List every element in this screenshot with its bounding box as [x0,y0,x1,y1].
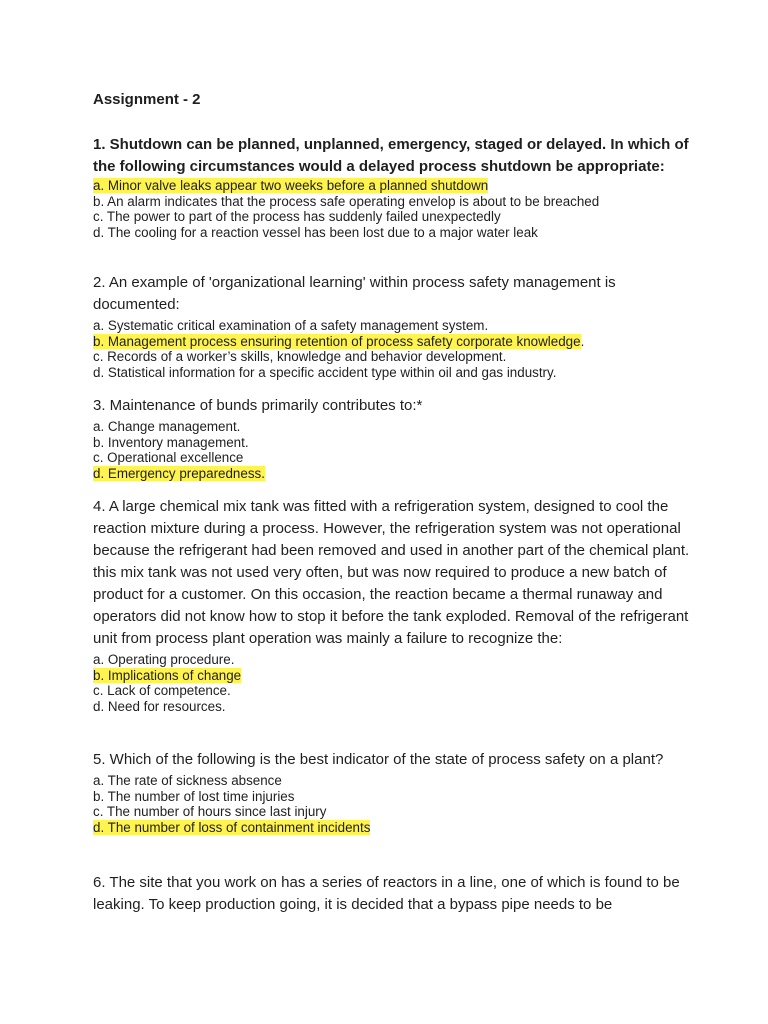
answer-option-d [93,699,693,715]
answer-option-c [93,209,693,225]
answer-option-c [93,804,693,820]
answer-option-a [93,318,693,334]
answer-text: c. Records of a worker’s skills, knowledge and behavior development. [93,349,507,365]
answer-text: b. An alarm indicates that the process safe operating envelop is about to be breached [93,193,600,209]
answer-text: b. Management process ensuring retention of process safety corporate knowledge [93,333,581,349]
answer-option-c [93,450,693,466]
answer-text: a. The rate of sickness absence [93,773,282,788]
question-text: 5. Which of the following is the best indicator of the state of process safety on a plant? [93,751,664,768]
answer-text: a. Systematic critical examination of a safety management system. [93,318,489,333]
answer-option-b [93,194,693,210]
answer-option-b [93,668,693,684]
answer-text: a. Minor valve leaks appear two weeks before a planned shutdown [93,178,489,193]
answer-text: b. The number of lost time injuries [93,788,295,804]
question-text: 4. A large chemical mix tank was fitted with a refrigeration system, designed to cool the reaction mixture during a process. However, the refrigeration system was not operational because the refrigerant had been removed and used in another part of the chemical plant. this mix tank was not used very often, but was now required to produce a new batch of product for a customer. On this occasion, the reaction became a thermal runaway and operators did not know how to stop it before the tank exploded. Removal of the refrigerant unit from process plant operation was mainly a failure to recognize the: [93,498,690,647]
question-4 [93,496,693,715]
answer-text: a. Change management. [93,419,241,434]
answer-text: a. Operating procedure. [93,652,235,667]
question-2 [93,272,693,381]
answer-text: d. Need for resources. [93,699,226,715]
answer-options [93,773,693,836]
answer-option-a [93,773,693,789]
answer-option-b [93,789,693,805]
answer-suffix: . [580,333,585,349]
question-3 [93,395,693,482]
answer-text: c. Operational excellence [93,450,244,466]
question-text: 1. Shutdown can be planned, unplanned, emergency, staged or delayed. In which of the following circumstances would a delayed process shutdown be appropriate: [93,136,689,175]
answer-text: d. The number of loss of containment incidents [93,820,371,836]
answer-text: b. Inventory management. [93,434,249,450]
answer-text: d. Statistical information for a specific accident type within oil and gas industry. [93,365,557,381]
answer-option-c [93,349,693,365]
answer-option-a [93,419,693,435]
answer-options [93,318,693,381]
question-6 [93,872,693,916]
answer-options [93,419,693,482]
question-text: 6. The site that you work on has a series of reactors in a line, one of which is found to be leaking. To keep production going, it is decided that a bypass pipe needs to be [93,874,680,913]
answer-option-a [93,178,693,194]
answer-option-d [93,820,693,836]
question-text: 2. An example of 'organizational learning' within process safety management is documented: [93,274,616,313]
answer-option-a [93,652,693,668]
answer-options [93,178,693,241]
question-5 [93,749,693,836]
answer-text: c. The number of hours since last injury [93,804,327,820]
answer-option-d [93,466,693,482]
answer-text: c. The power to part of the process has suddenly failed unexpectedly [93,209,501,225]
question-text: 3. Maintenance of bunds primarily contributes to:* [93,397,423,414]
answer-option-b [93,435,693,451]
answer-text: d. Emergency preparedness. [93,466,265,482]
answer-options [93,652,693,715]
answer-option-b [93,334,693,350]
answer-option-d [93,225,693,241]
document-title: Assignment - 2 [93,91,201,108]
answer-text: d. The cooling for a reaction vessel has been lost due to a major water leak [93,225,538,241]
answer-option-c [93,683,693,699]
answer-option-d [93,365,693,381]
answer-text: c. Lack of competence. [93,683,231,699]
answer-text: b. Implications of change [93,667,242,683]
question-1 [93,134,693,241]
